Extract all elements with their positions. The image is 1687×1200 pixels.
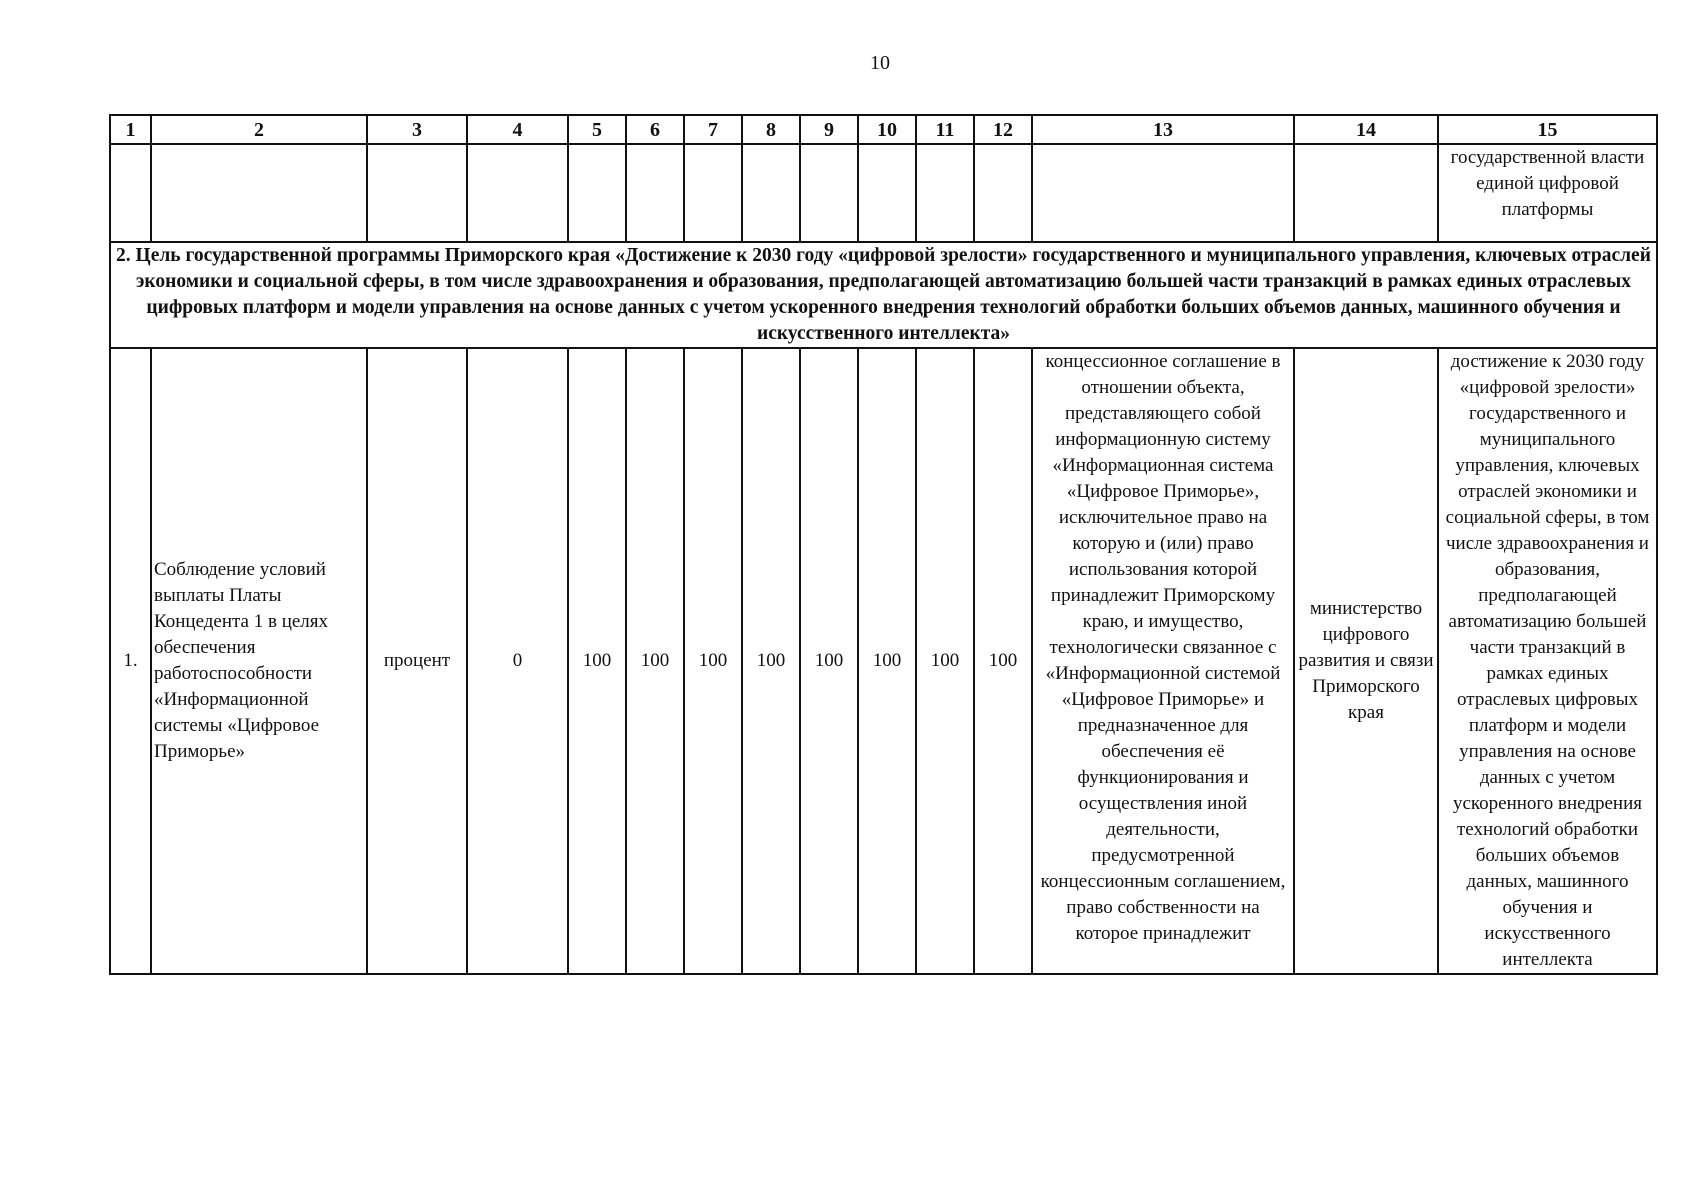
value-cell: 100 <box>684 348 742 974</box>
document-basis: концессионное соглашение в отношении объекта, представляющего собой информационную систему «Информационная система «Цифровое Приморье», исключительное право на которую и (или) право использования которой принадлежит Приморскому краю, и имущество, технологически связанное с «Информационной системой «Цифровое Приморье» и предназначенное для обеспечения её функционирования и осуществления иной деятельности, предусмотренной концессионным соглашением, право собственности на которое принадлежит <box>1032 348 1294 974</box>
page-number: 10 <box>870 52 890 74</box>
column-header: 3 <box>367 115 467 144</box>
goal-relation: достижение к 2030 году «цифровой зрелости» государственного и муниципального управления, ключевых отраслей экономики и социальной сферы, в том числе здравоохранения и образования, предполагающей автоматизацию большей части транзакций в рамках единых отраслевых цифровых платформ и модели управления на основе данных с учетом ускоренного внедрения технологий обработки больших объемов данных, машинного обучения и искусственного интеллекта <box>1438 348 1657 974</box>
value-cell: 100 <box>858 348 916 974</box>
continuation-goal-cell: государственной власти единой цифровой платформы <box>1438 144 1657 242</box>
column-header: 8 <box>742 115 800 144</box>
value-cell: 100 <box>742 348 800 974</box>
goal-section-row <box>110 242 1657 348</box>
responsible-executor: министерство цифрового развития и связи Приморского края <box>1294 348 1438 974</box>
table-row <box>110 348 1657 974</box>
column-header: 15 <box>1438 115 1657 144</box>
row-number: 1. <box>110 348 151 974</box>
column-header: 7 <box>684 115 742 144</box>
column-header: 4 <box>467 115 568 144</box>
column-header: 13 <box>1032 115 1294 144</box>
value-cell: 100 <box>974 348 1032 974</box>
value-cell: 100 <box>916 348 974 974</box>
column-header: 2 <box>151 115 367 144</box>
indicator-name: Соблюдение условий выплаты Платы Концедента 1 в целях обеспечения работоспособности «Информационной системы «Цифровое Приморье» <box>151 348 367 974</box>
column-header: 14 <box>1294 115 1438 144</box>
continuation-row <box>110 144 1657 242</box>
column-header: 5 <box>568 115 626 144</box>
unit-cell: процент <box>367 348 467 974</box>
column-header: 6 <box>626 115 684 144</box>
base-value: 0 <box>467 348 568 974</box>
column-header: 10 <box>858 115 916 144</box>
column-header: 1 <box>110 115 151 144</box>
value-cell: 100 <box>800 348 858 974</box>
goal-section-heading: 2. Цель государственной программы Приморского края «Достижение к 2030 году «цифровой зрелости» государственного и муниципального управления, ключевых отраслей экономики и социальной сферы, в том числе здравоохранения и образования, предполагающей автоматизацию большей части транзакций в рамках единых отраслевых цифровых платформ и модели управления на основе данных с учетом ускоренного внедрения технологий обработки больших объемов данных, машинного обучения и искусственного интеллекта» <box>110 242 1657 348</box>
column-header: 9 <box>800 115 858 144</box>
indicators-table <box>109 114 1658 975</box>
column-header: 12 <box>974 115 1032 144</box>
value-cell: 100 <box>626 348 684 974</box>
column-header: 11 <box>916 115 974 144</box>
header-row <box>110 115 1657 144</box>
value-cell: 100 <box>568 348 626 974</box>
